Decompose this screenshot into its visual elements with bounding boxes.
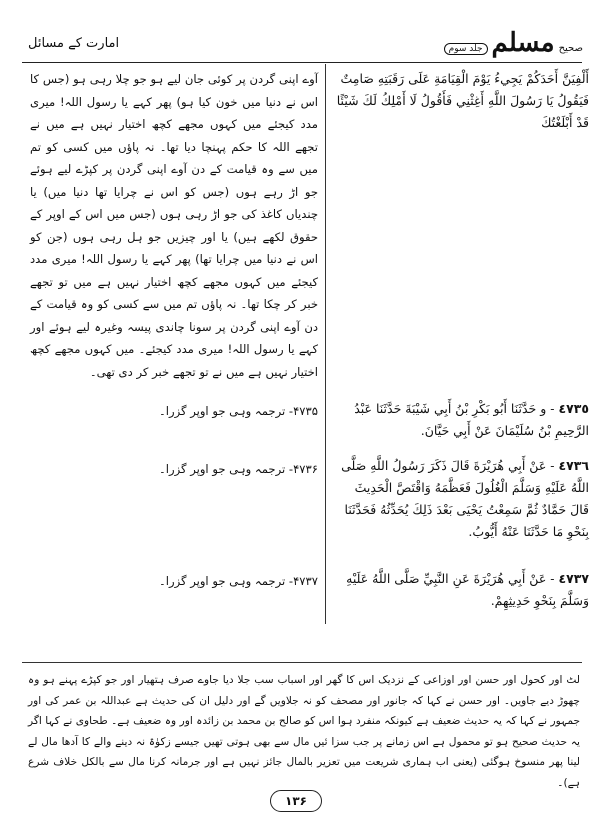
translation-note-4736: ۴۷۳۶- ترجمہ وہی جو اوپر گزرا۔ [158, 462, 318, 476]
hadith-number: ٤٧٣٧ [558, 571, 589, 586]
footnote-rule [22, 662, 582, 663]
translation-note-4737: ۴۷۳۷- ترجمہ وہی جو اوپر گزرا۔ [158, 574, 318, 588]
book-title: مسلم [491, 28, 555, 58]
hadith-number: ٤٧٣٥ [558, 401, 589, 416]
hadith-4737: ٤٧٣٧ - عَنْ أَبِي هُرَيْرَةَ عَنِ النَّبِيِّ صَلَّى اللَّهُ عَلَيْهِ وَسَلَّمَ بِنَحْوِ حَدِيثِهِمْ. [346, 571, 589, 608]
hadith-text: و حَدَّثَنَا أَبُو بَكْرِ بْنُ أَبِي شَيْبَةَ حَدَّثَنَا عَبْدُ الرَّحِيمِ بْنُ سُلَيْمَانَ عَنْ أَبِي حَيَّانَ. [354, 401, 589, 438]
volume-badge: جلد سوم [444, 43, 488, 55]
hadith-4736: ٤٧٣٦ - عَنْ أَبِي هُرَيْرَةَ قَالَ ذَكَرَ رَسُولُ اللَّهِ صَلَّى اللَّهُ عَلَيْهِ وَسَلَّمَ الْغُلُولَ فَعَظَّمَهُ وَاقْتَصَّ الْحَدِيثَ قَالَ حَمَّادٌ ثُمَّ سَمِعْتُ يَحْيَى بَعْدَ ذَلِكَ يُحَدِّثُهُ فَحَدَّثَنَا بِنَحْوِ مَا حَدَّثَنَا عَنْهُ أَيُّوبُ. [341, 458, 589, 539]
hadith-number: ٤٧٣٦ [558, 458, 589, 473]
page-header [28, 28, 583, 62]
footnote: لٹ اور کحول اور حسن اور اوزاعی کے نزدیک اس کا گھر اور اسباب سب جلا دیا جاوے صرف ہتھیار اور جو کپڑے پہنے ہو وہ چھوڑ دیے جاویں۔ اور حسن نے کہا کہ جانور اور مصحف کو نہ جلاویں گے اور دلیل ان کی حدیث ہے عبداللہ بن عمر کی اور جمہور نے کہا کہ یہ حدیث ضعیف ہے کیونکہ منفرد ہوا اس کو صالح بن محمد بن زائدہ اور وہ ضعیف ہے۔ طحاوی نے کہا اگر یہ حدیث صحیح ہو تو محمول ہے اس زمانے پر جب سزا ئیں مال سے بھی ہوتی تھیں جیسے زکوٰۃ نہ دینے والے کا آدھا مال لے لینا پھر منسوخ ہوگئی (یعنی اب ہماری شریعت میں تعزیر بالمال جائز نہیں ہے اور جرمانہ کرنا مال سے بالکل خلاف شرع ہے)۔ [28, 674, 580, 789]
urdu-translation: آوے اپنی گردن پر کوئی جان لیے ہو جو چلا رہی ہو (جس کا اس نے دنیا میں خون کیا ہو) پھر کہے یا رسول اللہ! میری مدد کیجئے میں کہوں مجھے کچھ اختیار نہیں ہے میں نے تجھے اللہ کا حکم پہنچا دیا تھا۔ نہ پاؤں میں کسی کو تم میں سے وہ قیامت کے دن آوے اپنی گردن پر کپڑے لیے ہوئے جو اڑ رہے ہوں (جس کو اس نے چرایا تھا دنیا میں) یا چندیاں کاغذ کی جو اڑ رہی ہوں (جس میں اس کے اوپر کے حقوق لکھے ہیں) یا اور چیزیں جو ہل رہی ہوں (جن کو اس نے دنیا میں چرایا تھا) پھر کہے یا رسول اللہ! میری مدد کیجئے میں کہوں مجھے کچھ اختیار نہیں ہے میں تو تجھے خبر کر چکا تھا۔ نہ پاؤں تم میں سے کسی کو وہ قیامت کے دن آوے اپنی گردن پر سونا چاندی پیسہ وغیرہ لیے ہوئے اور کہے یا رسول اللہ! میری مدد کیجئے۔ میں کہوں مجھے کچھ اختیار نہیں ہے میں نے تو تجھے خبر کر دی تھی۔ [30, 72, 318, 379]
column-divider [325, 64, 326, 624]
chapter-title: امارت کے مسائل [28, 36, 120, 51]
hadith-text: عَنْ أَبِي هُرَيْرَةَ عَنِ النَّبِيِّ صَلَّى اللَّهُ عَلَيْهِ وَسَلَّمَ بِنَحْوِ حَدِيثِهِمْ. [346, 571, 589, 608]
translation-note-4735: ۴۷۳۵- ترجمہ وہی جو اوپر گزرا۔ [158, 404, 318, 418]
book-prefix: صحیح [558, 43, 583, 54]
hadith-4735: ٤٧٣٥ - و حَدَّثَنَا أَبُو بَكْرِ بْنُ أَبِي شَيْبَةَ حَدَّثَنَا عَبْدُ الرَّحِيمِ بْنُ سُلَيْمَانَ عَنْ أَبِي حَيَّانَ. [354, 401, 589, 438]
page-number: ۱۳۶ [270, 790, 322, 812]
hadith-text: عَنْ أَبِي هُرَيْرَةَ قَالَ ذَكَرَ رَسُولُ اللَّهِ صَلَّى اللَّهُ عَلَيْهِ وَسَلَّمَ الْغُلُولَ فَعَظَّمَهُ وَاقْتَصَّ الْحَدِيثَ قَالَ حَمَّادٌ ثُمَّ سَمِعْتُ يَحْيَى بَعْدَ ذَلِكَ يُحَدِّثُهُ فَحَدَّثَنَا بِنَحْوِ مَا حَدَّثَنَا عَنْهُ أَيُّوبُ. [341, 458, 589, 539]
arabic-intro: أَلْفِيَنَّ أَحَدَكُمْ يَجِيءُ يَوْمَ الْقِيَامَةِ عَلَى رَقَبَتِهِ صَامِتٌ فَيَقُولُ يَا رَسُولَ اللَّهِ أَغِثْنِي فَأَقُولُ لَا أَمْلِكُ لَكَ شَيْئًا قَدْ أَبْلَغْتُكَ [336, 71, 589, 130]
book-logo [444, 28, 583, 58]
header-rule [22, 62, 582, 63]
